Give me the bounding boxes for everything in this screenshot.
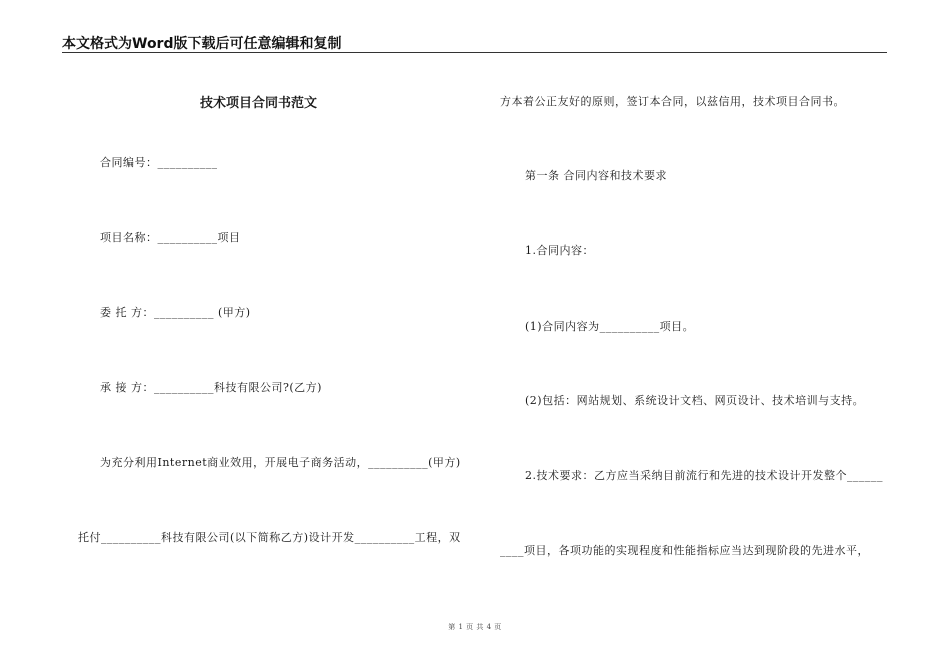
- article-one-heading: 第一条 合同内容和技术要求: [525, 169, 667, 182]
- contract-content-heading: 1.合同内容：: [525, 244, 594, 257]
- preamble-line-3: 方本着公正友好的原则，签订本合同，以兹信用，技术项目合同书。: [500, 95, 845, 108]
- project-name-line: 项目名称：__________项目: [100, 231, 241, 244]
- technical-requirements-line-2: ____项目，各项功能的实现程度和性能指标应当达到现阶段的先进水平，: [500, 544, 869, 557]
- page-number-footer: 第 1 页 共 4 页: [448, 623, 502, 631]
- contract-content-item-2: (2)包括：网站规划、系统设计文档、网页设计、技术培训与支持。: [525, 394, 865, 407]
- header-divider: [62, 52, 887, 53]
- client-party-line: 委 托 方：__________ (甲方): [100, 306, 251, 319]
- contract-content-item-1: (1)合同内容为__________项目。: [525, 320, 695, 333]
- technical-requirements-line-1: 2.技术要求：乙方应当采纳目前流行和先进的技术设计开发整个______: [525, 469, 883, 482]
- preamble-line-1: 为充分利用Internet商业效用，开展电子商务活动，__________(甲方): [100, 456, 461, 469]
- document-title: 技术项目合同书范文: [200, 96, 318, 111]
- download-notice-header: 本文格式为Word版下载后可任意编辑和复制: [62, 36, 342, 52]
- contractor-party-line: 承 接 方：__________科技有限公司?(乙方): [100, 381, 322, 394]
- preamble-line-2: 托付__________科技有限公司(以下简称乙方)设计开发__________工程，双: [78, 531, 461, 544]
- contract-number-line: 合同编号：__________: [100, 156, 218, 169]
